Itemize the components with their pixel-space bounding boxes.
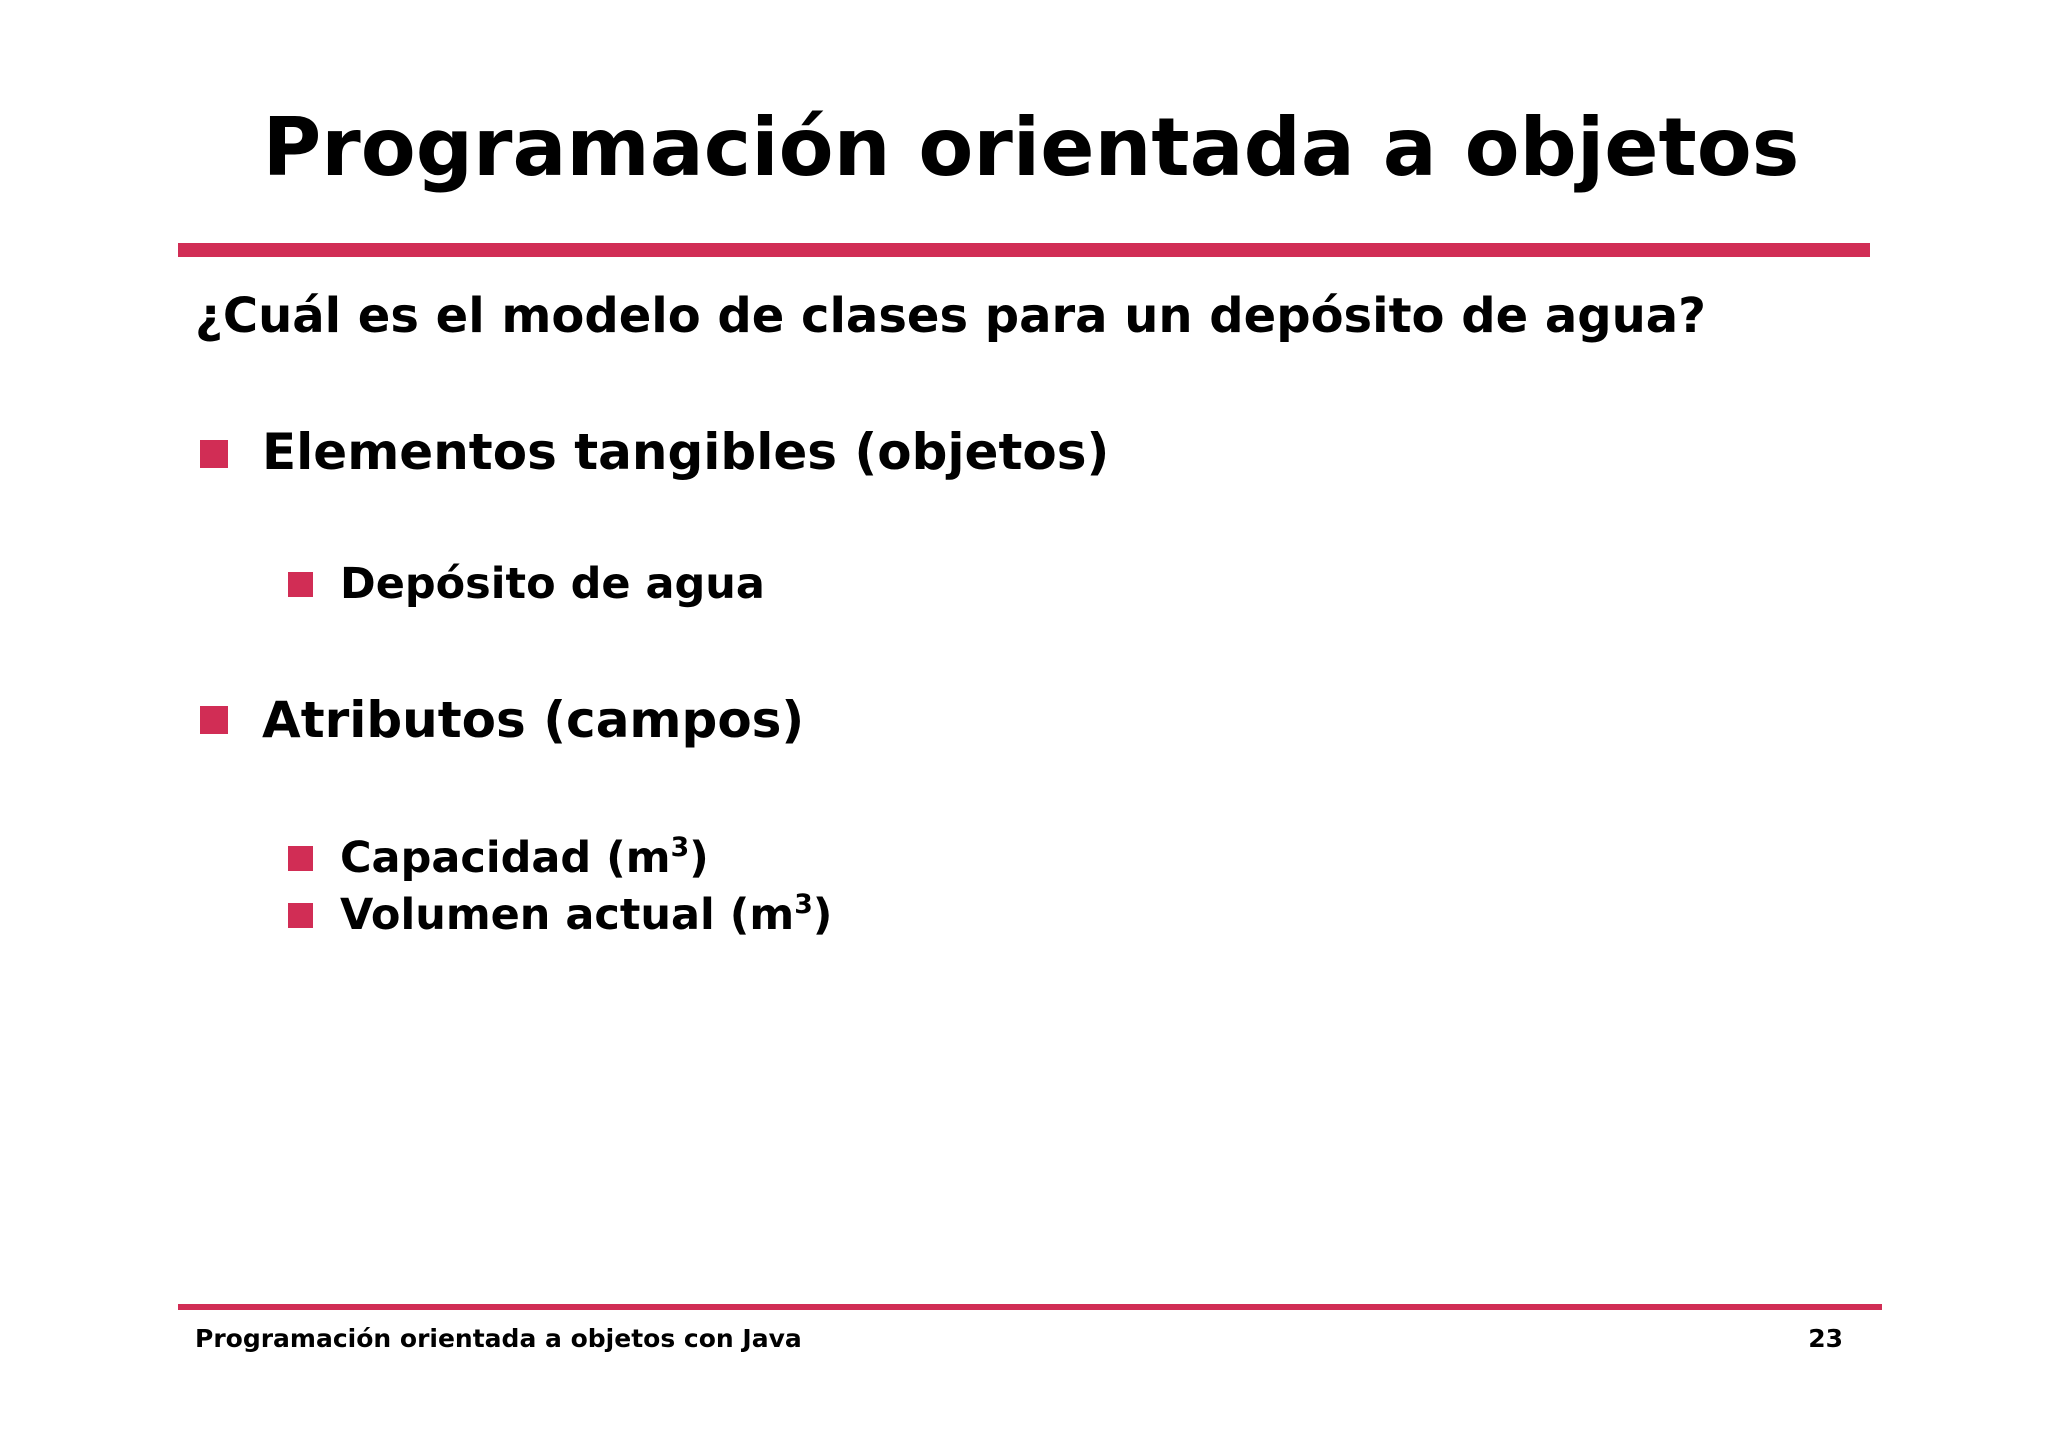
footer-course-title: Programación orientada a objetos con Java bbox=[195, 1324, 802, 1353]
section-heading-attributes: Atributos (campos) bbox=[262, 691, 805, 749]
square-bullet-icon bbox=[288, 572, 313, 597]
list-item-capacity bbox=[340, 830, 709, 886]
slide-question: ¿Cuál es el modelo de clases para un depósito de agua? bbox=[195, 288, 1706, 344]
list-item-current-volume-text: Volumen actual (m bbox=[340, 890, 795, 940]
title-divider bbox=[178, 243, 1870, 257]
slide-title: Programación orientada a objetos bbox=[262, 101, 1800, 194]
list-item-current-volume bbox=[340, 887, 832, 943]
footer-divider bbox=[178, 1304, 1882, 1310]
square-bullet-icon bbox=[288, 846, 313, 871]
list-item-capacity-text: Capacidad (m bbox=[340, 833, 671, 883]
unit-exponent: 3 bbox=[670, 832, 690, 864]
unit-exponent: 3 bbox=[794, 889, 813, 921]
section-heading-tangible-elements: Elementos tangibles (objetos) bbox=[262, 423, 1110, 481]
page-number: 23 bbox=[1808, 1324, 1843, 1353]
list-item-capacity-end: ) bbox=[689, 833, 709, 883]
square-bullet-icon bbox=[200, 706, 228, 734]
list-item-water-tank: Depósito de agua bbox=[340, 559, 765, 609]
square-bullet-icon bbox=[288, 903, 313, 928]
list-item-current-volume-end: ) bbox=[812, 890, 833, 940]
square-bullet-icon bbox=[200, 440, 228, 468]
